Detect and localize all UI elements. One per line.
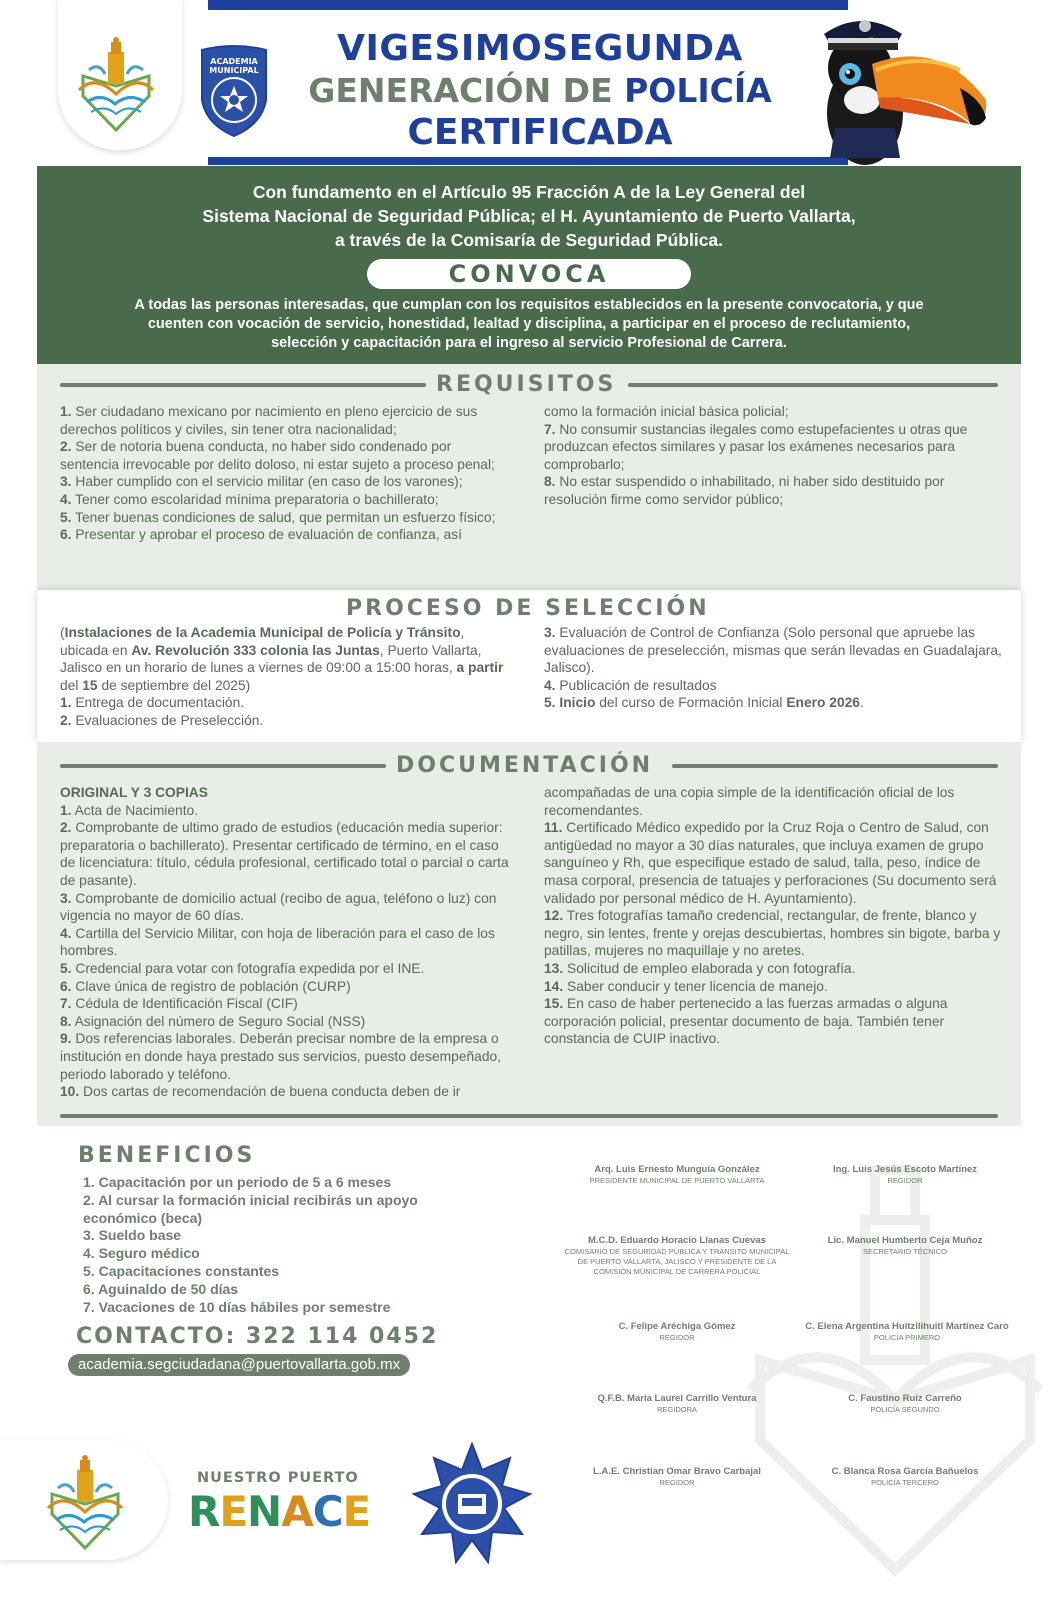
item-text: Tres fotografías tamaño credencial, rectangular, de frente, blanco y negro, sin lentes, frente y orejas descubiertas, hombres sin bigote, barba y patillas, mujeres no maquillaje y no aretes.: [544, 908, 1001, 959]
documentacion-rule-bottom: [60, 1114, 998, 1118]
item-text: Evaluaciones de Preselección.: [75, 712, 264, 728]
intro-bold-2: Av. Revolución 333 colonia las Juntas: [131, 642, 380, 658]
renace-tagline: NUESTRO PUERTO: [197, 1470, 359, 1486]
renace-letter: E: [219, 1487, 248, 1536]
item-text: En caso de haber pertenecido a las fuerzas armadas o alguna corporación policial, presentar documento de baja. También tener constancia de CUIP inactivo.: [544, 996, 948, 1047]
list-item: [60, 1013, 510, 1031]
item-number: 15.: [544, 996, 564, 1012]
fundamento-line-2: Sistema Nacional de Seguridad Pública; el H. Ayuntamiento de Puerto Vallarta,: [202, 206, 856, 226]
intro-bold-3: a partir: [456, 660, 504, 676]
proceso-intro: [60, 624, 510, 694]
list-item: [60, 438, 510, 473]
requisitos-title: REQUISITOS: [436, 372, 617, 397]
renace-logo: [188, 1487, 370, 1536]
item-text: Al cursar la formación inicial recibirás un apoyo económico (beca): [83, 1191, 418, 1226]
city-emblem-icon: [75, 34, 157, 139]
item-number: 4.: [83, 1245, 95, 1262]
signature-block: [772, 1321, 1042, 1343]
item-number: 8.: [60, 1013, 72, 1029]
title-line-1: VIGESIMOSEGUNDA: [337, 28, 743, 69]
item-bold: Inicio: [559, 695, 596, 711]
list-item: [83, 1299, 423, 1317]
signature-block: [552, 1164, 802, 1186]
convoca-pill: CONVOCA: [367, 259, 691, 289]
signature-block: [780, 1164, 1030, 1186]
list-item: [60, 960, 510, 978]
item-text: No consumir sustancias ilegales como estupefacientes u otras que produzcan efectos similares y pasar los exámenes necesarios para comprobarlo;: [544, 421, 968, 472]
proceso-title: PROCESO DE SELECCIÓN: [346, 596, 710, 621]
documentacion-rule-right: [672, 764, 998, 768]
item-number: 1.: [60, 404, 72, 419]
item-number: 2.: [60, 820, 72, 836]
item-text: Vacaciones de 10 días hábiles por semestre: [98, 1298, 391, 1315]
academia-badge-icon: [194, 44, 274, 145]
signer-name: Q.F.B. María Laurel Carrillo Ventura: [597, 1393, 757, 1404]
intro-text-2: , Puerto Vallarta, Jalisco en un horario de lunes a viernes de 09:00 a 15:00 horas,: [60, 642, 482, 676]
item-text: Cédula de Identificación Fiscal (CIF): [75, 996, 298, 1012]
list-item: [544, 995, 1004, 1048]
signature-block: [552, 1393, 802, 1415]
convoca-line-1: A todas las personas interesadas, que cumplan con los requisitos establecidos en la presente convocatoria, y que: [134, 297, 924, 313]
list-item: [544, 978, 1004, 996]
title-line-2: [290, 70, 790, 112]
item-text: Dos referencias laborales. Deberán precisar nombre de la empresa o institución en donde haya prestado sus servicios, puesto desempeñado, periodo laborado y teléfono.: [60, 1031, 502, 1082]
item-text: Aguinaldo de 50 días: [98, 1280, 239, 1297]
list-item: [83, 1263, 423, 1281]
signer-role: POLICÍA SEGUNDO: [870, 1405, 940, 1414]
item-number: 8.: [544, 474, 556, 490]
convoca-line-3: selección y capacitación para el ingreso al servicio Profesional de Carrera.: [271, 335, 787, 351]
renace-letter: C: [312, 1487, 343, 1536]
title-line-2-b: POLICÍA: [624, 71, 772, 110]
list-item: [83, 1227, 423, 1245]
svg-text:ACADEMIA: ACADEMIA: [210, 57, 258, 66]
item-number: 9.: [60, 1031, 72, 1047]
item-number: 12.: [544, 908, 564, 924]
signer-role: SECRETARIO TÉCNICO: [863, 1247, 947, 1256]
list-item: [83, 1174, 423, 1192]
item-text: Entrega de documentación.: [75, 695, 245, 711]
list-item: [60, 526, 510, 544]
header-bottom-bar: [208, 157, 848, 165]
list-item: [544, 421, 1004, 474]
requisitos-left-column: [60, 403, 510, 544]
item-text: Ser ciudadano mexicano por nacimiento en pleno ejercicio de sus derechos políticos y civiles, sin tener otra nacionalidad;: [60, 404, 478, 437]
signature-block: [552, 1466, 802, 1488]
item-number: 3.: [60, 474, 72, 490]
item-number: 3.: [60, 890, 72, 906]
documentacion-subtitle: ORIGINAL Y 3 COPIAS: [60, 785, 208, 800]
item-text: Capacitaciones constantes: [98, 1262, 280, 1279]
item-number: 10.: [60, 1084, 80, 1100]
item-number: 2.: [60, 439, 72, 455]
signer-name: C. Faustino Ruiz Carreño: [848, 1393, 962, 1404]
title-line-3: CERTIFICADA: [407, 112, 673, 153]
item-end: .: [859, 695, 864, 711]
signature-block: [552, 1235, 802, 1277]
list-item: [60, 995, 510, 1013]
item-number: 2.: [83, 1191, 95, 1208]
item-number: 1.: [60, 695, 72, 711]
list-item: [544, 473, 1004, 508]
list-item: [60, 925, 510, 960]
requisitos-rule-left: [60, 383, 426, 387]
intro-bold-4: 15: [82, 677, 98, 693]
city-watermark-icon: [740, 1140, 1050, 1585]
city-emblem-icon: [44, 1452, 126, 1557]
list-item: [60, 819, 510, 889]
signer-role: REGIDOR: [887, 1176, 923, 1185]
list-item: [544, 819, 1004, 907]
list-item: [60, 1083, 510, 1101]
item-text: Seguro médico: [98, 1245, 200, 1262]
item-text: Haber cumplido con el servicio militar (en caso de los varones);: [75, 474, 463, 490]
item-number: 4.: [60, 491, 72, 507]
signer-name: M.C.D. Eduardo Horacio Llanas Cuevas: [588, 1235, 766, 1246]
signer-name: C. Blanca Rosa García Bañuelos: [831, 1466, 979, 1477]
list-item: [544, 960, 1004, 978]
intro-bold-1: Instalaciones de la Academia Municipal de Policía y Tránsito: [64, 625, 461, 640]
list-item: [60, 509, 510, 527]
list-item: [544, 694, 1004, 712]
item-number: 13.: [544, 960, 564, 976]
proceso-right-column: [544, 624, 1004, 712]
item-text: Dos cartas de recomendación de buena conducta deben de ir: [83, 1084, 461, 1100]
list-item: [544, 677, 1004, 695]
signer-name: L.A.E. Christian Omar Bravo Carbajal: [593, 1466, 761, 1477]
list-item: [60, 491, 510, 509]
documentacion-left-column: [60, 784, 510, 1101]
contact-phone[interactable]: CONTACTO: 322 114 0452: [76, 1324, 439, 1349]
item-number: 7.: [60, 996, 72, 1012]
documentacion-rule-left: [60, 764, 386, 768]
fundamento-line-3: a través de la Comisaría de Seguridad Pública.: [334, 230, 724, 250]
signer-name: Ing. Luis Jesús Escoto Martínez: [832, 1164, 978, 1175]
item-text: Comprobante de domicilio actual (recibo de agua, teléfono o luz) con vigencia no mayor de 60 días.: [60, 890, 497, 924]
item-text: Tener buenas condiciones de salud, que permitan un esfuerzo físico;: [75, 509, 496, 525]
renace-letter: E: [342, 1487, 371, 1536]
list-item: [60, 694, 510, 712]
item-text: Saber conducir y tener licencia de manejo.: [567, 978, 828, 994]
signature-block: [552, 1321, 802, 1343]
item-number: 5.: [83, 1262, 95, 1279]
intro-text-3: del: [60, 677, 83, 693]
requisitos-rule-right: [628, 383, 998, 387]
svg-text:MUNICIPAL: MUNICIPAL: [209, 66, 259, 75]
item-number: 5.: [544, 695, 556, 711]
list-item: [83, 1281, 423, 1299]
item-number: 3.: [83, 1227, 95, 1244]
item-number: 14.: [544, 978, 564, 994]
list-item: [83, 1192, 423, 1228]
signer-role: REGIDORA: [656, 1405, 697, 1414]
item-number: 4.: [60, 925, 72, 941]
signer-role: COMISARIO DE SEGURIDAD PÚBLICA Y TRÁNSITO MUNICIPAL DE PUERTO VALLARTA, JALISCO Y PRESIDENTE DE LA COMISIÓN MUNICIPAL DE CARRERA POLICIAL: [564, 1247, 790, 1276]
item-text: Ser de notoria buena conducta, no haber sido condenado por sentencia irrevocable por delito doloso, ni estar sujeto a proceso penal;: [60, 439, 495, 472]
toucan-mascot-icon: [810, 8, 1000, 173]
header-top-bar: [208, 0, 848, 10]
list-item-continuation: como la formación inicial básica policial;: [544, 404, 789, 419]
item-text: Acta de Nacimiento.: [74, 802, 199, 818]
fundamento-line-1: Con fundamento en el Artículo 95 Fracción A de la Ley General del: [252, 182, 806, 202]
item-number: 6.: [60, 978, 72, 994]
signer-name: Arq. Luis Ernesto Munguía González: [594, 1164, 760, 1175]
signature-block: [780, 1393, 1030, 1415]
list-item: [60, 403, 510, 438]
contact-email[interactable]: academia.segciudadana@puertovallarta.gob.mx: [68, 1354, 410, 1376]
item-number: 4.: [544, 677, 556, 693]
item-text: Tener como escolaridad mínima preparatoria o bachillerato;: [75, 491, 439, 507]
documentacion-title: DOCUMENTACIÓN: [396, 753, 654, 778]
intro-text-1: , ubicada en: [60, 625, 465, 658]
item-text: Clave única de registro de población (CURP): [75, 978, 351, 994]
item-number: 5.: [60, 960, 72, 976]
item-text: Cartilla del Servicio Militar, con hoja de liberación para el caso de los hombres.: [60, 925, 495, 959]
list-item-continuation: acompañadas de una copia simple de la identificación oficial de los recomendantes.: [544, 785, 955, 818]
beneficios-title: BENEFICIOS: [78, 1143, 256, 1168]
intro-open: (: [60, 625, 65, 640]
item-text: Certificado Médico expedido por la Cruz Roja o Centro de Salud, con antigüedad no mayor a 30 días naturales, que incluya examen de grupo sanguíneo y Rh, que especifique estado de salud, talla, peso, índice de masa corporal, presencia de tatuajes y perforaciones (Su documento será validado por personal médico de H. Ayuntamiento).: [544, 820, 997, 906]
item-number: 3.: [544, 625, 556, 640]
renace-letter: R: [188, 1487, 220, 1536]
signer-role: REGIDOR: [659, 1333, 695, 1342]
signer-role: PRESIDENTE MUNICIPAL DE PUERTO VALLARTA: [589, 1176, 765, 1185]
item-number: 11.: [544, 820, 563, 836]
list-item: [60, 473, 510, 491]
signer-role: REGIDOR: [659, 1478, 695, 1487]
signer-name: Lic. Manuel Humberto Ceja Muñoz: [827, 1235, 983, 1246]
list-item: [83, 1245, 423, 1263]
item-number: 7.: [83, 1298, 95, 1315]
item-text: Comprobante de ultimo grado de estudios (educación media superior: preparatoria o bachillerato). Presentar certificado de término, en el caso de licenciatura: título, cédula profesional, certificado total o parcial o carta de pasante).: [60, 820, 509, 888]
item-text: No estar suspendido o inhabilitado, ni haber sido destituido por resolución firme como servidor público;: [544, 474, 945, 507]
item-number: 1.: [83, 1174, 95, 1190]
item-number: 7.: [544, 421, 556, 437]
beneficios-list: [83, 1174, 423, 1316]
list-item: [60, 978, 510, 996]
list-item: [60, 802, 510, 820]
police-star-badge-icon: [410, 1442, 534, 1571]
renace-letter: A: [281, 1487, 313, 1536]
item-text: Evaluación de Control de Confianza (Solo personal que apruebe las evaluaciones de preselección, mismas que serán llevadas en Guadalajara, Jalisco).: [544, 625, 1002, 676]
item-number: 6.: [83, 1280, 95, 1297]
signature-block: [780, 1466, 1030, 1488]
list-item: [544, 624, 1004, 677]
list-item: [60, 712, 510, 730]
item-text: Publicación de resultados: [559, 677, 717, 693]
list-item: [60, 890, 510, 925]
intro-text-4: de septiembre del 2025): [97, 677, 251, 693]
item-text: Asignación del número de Seguro Social (NSS): [74, 1013, 366, 1029]
item-text: Capacitación por un periodo de 5 a 6 meses: [98, 1174, 392, 1190]
item-number: 2.: [60, 712, 72, 728]
signer-role: POLICÍA PRIMERO: [873, 1333, 941, 1342]
item-bold-date: Enero 2026: [786, 695, 860, 711]
signer-name: C. Felipe Aréchiga Gómez: [618, 1321, 736, 1332]
convoca-line-2: cuenten con vocación de servicio, honestidad, lealtad y disciplina, a participar en el proceso de reclutamiento,: [147, 316, 911, 332]
title-line-2-a: GENERACIÓN DE: [308, 71, 625, 110]
renace-letter: N: [247, 1487, 282, 1536]
documentacion-right-column: [544, 784, 1004, 1048]
item-text: Presentar y aprobar el proceso de evaluación de confianza, así: [75, 527, 462, 543]
item-number: 1.: [60, 802, 72, 818]
list-item: [544, 907, 1004, 960]
item-text: Credencial para votar con fotografía expedida por el INE.: [75, 960, 425, 976]
page-title: [290, 28, 790, 154]
list-item: [60, 1030, 510, 1083]
convocatoria-banner: [37, 166, 1021, 364]
proceso-left-column: [60, 624, 510, 730]
convoca-text: [77, 296, 981, 353]
item-text: Solicitud de empleo elaborada y con fotografía.: [567, 960, 856, 976]
item-number: 5.: [60, 509, 72, 525]
item-text: del curso de Formación Inicial: [595, 695, 787, 711]
signer-role: POLICÍA TERCERO: [871, 1478, 939, 1487]
signer-name: C. Elena Argentina Huitzilihuitl Martínez Caro: [805, 1321, 1009, 1332]
requisitos-right-column: [544, 403, 1004, 509]
signature-block: [780, 1235, 1030, 1257]
item-number: 6.: [60, 527, 72, 543]
item-text: Sueldo base: [98, 1227, 182, 1244]
fundamento-text: [37, 180, 1021, 252]
